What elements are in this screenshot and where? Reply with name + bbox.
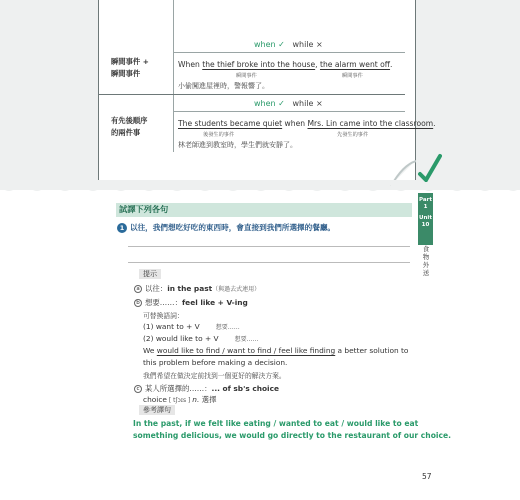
green-check-icon xyxy=(416,152,442,182)
when-while-comparison-card xyxy=(98,0,436,185)
hint-b-opt1-a: (1) want to + V xyxy=(143,322,200,331)
row2-sent-c: Mrs. Lin came into the classroom xyxy=(307,119,434,128)
question-number: 1 xyxy=(117,223,127,233)
row2-translation: 林老師進到教室時，學生們就安靜了。 xyxy=(178,141,297,149)
hint-label: 提示 xyxy=(139,269,161,279)
hint-b-marker: b xyxy=(134,299,142,307)
row1-note2: 瞬間事件 xyxy=(342,73,363,79)
tab-unit: Unit xyxy=(419,215,432,221)
hint-b-opt2-a: (2) would like to + V xyxy=(143,334,219,343)
hint-b-opt2 xyxy=(143,334,259,343)
row2-when-while xyxy=(254,99,323,108)
row2-note1: 後發生的事件 xyxy=(203,132,235,138)
row2-label-line2: 的兩件事 xyxy=(111,128,141,137)
row2-sent-d: . xyxy=(433,119,436,128)
hint-c xyxy=(134,383,279,394)
row1-label-line1: 瞬間事件 + xyxy=(111,57,149,66)
row1-sent-c: , xyxy=(315,60,320,69)
hint-b-text1: 想要……： xyxy=(145,298,182,307)
choice-meaning: 選擇 xyxy=(199,395,217,404)
question-1 xyxy=(117,222,335,233)
unit-topic-char: 送 xyxy=(422,269,430,277)
tab-part-num: 1 xyxy=(423,204,428,210)
row1-divider xyxy=(173,52,405,53)
row1-when-while xyxy=(254,40,323,49)
while-label: while xyxy=(292,40,314,49)
row1-translation: 小偷闖進屋裡時，警報響了。 xyxy=(178,82,269,90)
cross-icon: × xyxy=(316,40,323,49)
hint-b-opt1 xyxy=(143,322,240,331)
hint-c-marker: c xyxy=(134,385,142,393)
row1-sent-d: the alarm went off xyxy=(319,60,391,69)
row-separator xyxy=(99,94,405,95)
while-label: while xyxy=(292,99,314,108)
row2-note2: 先發生的事件 xyxy=(337,132,369,138)
row2-sent-a: The students became quiet xyxy=(178,119,283,128)
reference-answer-line2: something delicious, we would go directly to the restaurant of our choice. xyxy=(133,431,452,440)
when-label: when xyxy=(254,40,276,49)
unit-topic-char: 外 xyxy=(422,261,430,269)
hint-b-alt: 可替換語詞： xyxy=(143,312,184,320)
unit-topic xyxy=(419,245,433,277)
row1-sent-a: When xyxy=(178,60,203,69)
row2-sentence xyxy=(178,119,436,128)
check-icon: ✓ xyxy=(278,40,285,49)
row2-label-line1: 有先後順序 xyxy=(111,116,148,125)
answer-line[interactable] xyxy=(128,262,410,263)
reference-label: 參考譯句 xyxy=(139,405,175,415)
hint-a-text3: （與過去式連用） xyxy=(212,286,261,293)
part-unit-tab xyxy=(418,193,433,245)
hint-b-text2: feel like + V-ing xyxy=(181,298,248,307)
row1-sent-e: . xyxy=(390,60,393,69)
hint-b-example xyxy=(143,346,408,355)
row2-sent-b: when xyxy=(282,119,308,128)
check-icon: ✓ xyxy=(278,99,285,108)
question-text: 以往，我們想吃好吃的東西時，會直接到我們所選擇的餐廳。 xyxy=(130,223,336,232)
choice-phonetic: [ tʃɔɪs ] xyxy=(166,397,193,404)
wavy-edge xyxy=(0,180,520,196)
tab-unit-num: 10 xyxy=(421,222,430,228)
hint-a-text2: in the past xyxy=(167,284,213,293)
row1-sentence xyxy=(178,60,392,69)
exercise-title: 試譯下列各句 xyxy=(119,204,169,214)
tab-part: Part xyxy=(419,197,432,203)
hint-c-text1: 某人所選擇的……： xyxy=(145,384,212,393)
choice-pos: n. xyxy=(192,395,200,404)
cross-icon: × xyxy=(316,99,323,108)
hint-b-opt1-b: 想要…… xyxy=(215,324,240,331)
hint-a-marker: a xyxy=(134,285,142,293)
row1-label-line2: 瞬間事件 xyxy=(111,69,141,78)
answer-line[interactable] xyxy=(128,246,410,247)
row1-label xyxy=(111,56,149,80)
row1-sent-b: the thief broke into the house xyxy=(202,60,316,69)
reference-answer-line1: In the past, if we felt like eating / wanted to eat / would like to eat xyxy=(133,419,419,428)
page-number: 57 xyxy=(422,472,432,481)
unit-topic-char: 食 xyxy=(422,245,430,253)
row2-label xyxy=(111,115,147,139)
hint-b xyxy=(134,297,248,308)
hint-b-ex1: We xyxy=(143,346,157,355)
row2-divider xyxy=(173,111,405,112)
row1-note1: 瞬間事件 xyxy=(236,73,257,79)
hint-b-opt2-b: 想要…… xyxy=(234,336,259,343)
hint-c-choice xyxy=(143,394,216,405)
hint-a-text1: 以往： xyxy=(145,284,168,293)
unit-topic-char: 物 xyxy=(422,253,430,261)
hint-a xyxy=(134,283,260,294)
choice-word: choice xyxy=(143,395,167,404)
exercise-header xyxy=(116,203,412,217)
hint-b-example-line2: this problem before making a decision. xyxy=(143,358,288,367)
hint-b-translation: 我們希望在做決定前找到一個更好的解決方案。 xyxy=(143,372,286,380)
column-divider xyxy=(173,0,174,152)
hint-b-ex2: would like to find / want to find / feel like finding xyxy=(156,346,336,355)
when-label: when xyxy=(254,99,276,108)
hint-c-text2: ... of sb's choice xyxy=(211,384,279,393)
hint-b-ex3: a better solution to xyxy=(335,346,409,355)
